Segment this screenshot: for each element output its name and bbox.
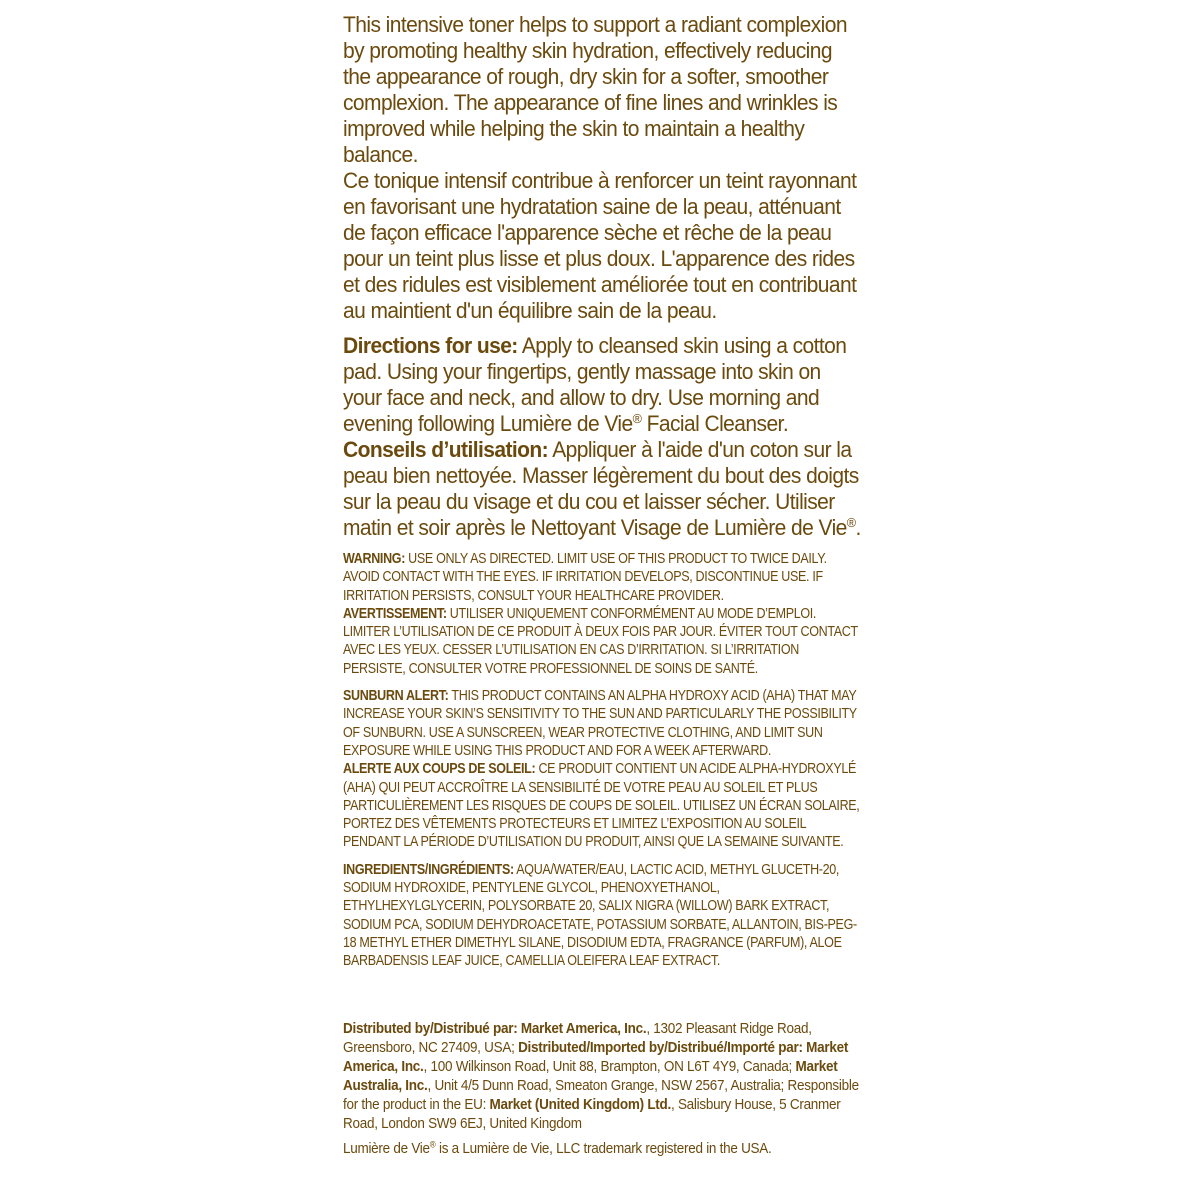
directions-en-text: Apply to cleansed skin using a cotton pad. Using your fingertips, gently massage into skin on your face and neck, and allow to dry. Use morning and evening following Lumière de Vie: [343, 333, 847, 436]
description-fr: Ce tonique intensif contribue à renforcer un teint rayonnant en favorisant une hydratation saine de la peau, atténuant de façon efficace l'apparence sèche et rêche de la peau pour un teint plus lisse et plus doux. L'apparence des rides et des ridules est visiblement améliorée tout en contribuant au maintient d'un équilibre sain de la peau.: [343, 168, 857, 323]
directions-fr-text: Appliquer à l'aide d'un coton sur la peau bien nettoyée. Masser légèrement du bout des doigts sur la peau du visage et du cou et laisser sécher. Utiliser matin et soir après le Nettoyant Visage de Lumière de Vie: [343, 437, 859, 540]
distributor-uk-label: Market (United Kingdom) Ltd.: [489, 1095, 671, 1113]
directions-en-text-end: Facial Cleanser.: [641, 411, 789, 436]
large-text-block: [343, 12, 863, 541]
ingredients-label: INGREDIENTS/INGRÉDIENTS:: [343, 860, 514, 878]
ingredients-text: AQUA/WATER/EAU, LACTIC ACID, METHYL GLUCETH-20, SODIUM HYDROXIDE, PENTYLENE GLYCOL, PHENOXYETHANOL, ETHYLHEXYLGLYCERIN, POLYSORBATE 20, SALIX NIGRA (WILLOW) BARK EXTRACT, SODIUM PCA, SODIUM DEHYDROACETATE, POTASSIUM SORBATE, ALLANTOIN, BIS-PEG-18 METHYL ETHER DIMETHYL SILANE, DISODIUM EDTA, FRAGRANCE (PARFUM), ALOE BARBADENSIS LEAF JUICE, CAMELLIA OLEIFERA LEAF EXTRACT.: [343, 860, 857, 970]
distributor-au-address: , Unit 4/5 Dunn Road, Smeaton Grange, NSW 2567, Australia; Responsible for the product in the EU:: [343, 1076, 859, 1113]
directions-en-label: Directions for use:: [343, 333, 518, 358]
warning-fr-text: UTILISER UNIQUEMENT CONFORMÉMENT AU MODE D’EMPLOI. LIMITER L’UTILISATION DE CE PRODUIT À DEUX FOIS PAR JOUR. ÉVITER TOUT CONTACT AVEC LES YEUX. CESSER L’UTILISATION EN CAS D’IRRITATION. SI L’IRRITATION PERSISTE, CONSULTER VOTRE PROFESSIONNEL DE SOINS DE SANTÉ.: [343, 604, 858, 677]
warning-fr: [343, 605, 861, 678]
sunburn-fr-label: ALERTE AUX COUPS DE SOLEIL:: [343, 760, 536, 778]
trademark-text: is a Lumière de Vie, LLC trademark registered in the USA.: [435, 1139, 772, 1157]
distributor-us-label: Distributed by/Distribué par: Market America, Inc.: [343, 1019, 647, 1037]
sunburn-en-text: THIS PRODUCT CONTAINS AN ALPHA HYDROXY ACID (AHA) THAT MAY INCREASE YOUR SKIN’S SENSITIVITY TO THE SUN AND PARTICULARLY THE POSSIBILITY OF SUNBURN. USE A SUNSCREEN, WEAR PROTECTIVE CLOTHING, AND LIMIT SUN EXPOSURE WHILE USING THIS PRODUCT AND FOR A WEEK AFTERWARD.: [343, 687, 857, 759]
registered-mark: ®: [632, 411, 642, 427]
distributor-au-label: Market Australia, Inc.: [343, 1057, 838, 1094]
distributor-ca-address: , 100 Wilkinson Road, Unit 88, Brampton, ON L6T 4Y9, Canada;: [423, 1057, 796, 1075]
warning-fr-label: AVERTISSEMENT:: [343, 604, 447, 622]
distributor-us-address: , 1302 Pleasant Ridge Road, Greensboro, NC 27409, USA;: [343, 1019, 812, 1056]
trademark-brand: Lumière de Vie: [343, 1139, 430, 1157]
distribution-info: [343, 1019, 865, 1133]
ingredients: [343, 861, 861, 971]
warning-en-label: WARNING:: [343, 550, 406, 567]
trademark-notice: [343, 1139, 865, 1158]
sunburn-fr-text: CE PRODUIT CONTIENT UN ACIDE ALPHA-HYDROXYLÉ (AHA) QUI PEUT ACCROÎTRE LA SENSIBILITÉ DE VOTRE PEAU AU SOLEIL ET PLUS PARTICULIÈREMENT LES RISQUES DE COUPS DE SOLEIL. UTILISEZ UN ÉCRAN SOLAIRE, PORTEZ DES VÊTEMENTS PROTECTEURS ET LIMITEZ L’EXPOSITION AU SOLEIL PENDANT LA PÉRIODE D’UTILISATION DU PRODUIT, AINSI QUE LA SEMAINE SUIVANTE.: [343, 760, 860, 851]
directions-fr: [343, 437, 863, 541]
distributor-uk-address: , Salisbury House, 5 Cranmer Road, London SW9 6EJ, United Kingdom: [343, 1095, 841, 1132]
product-label-text: [343, 12, 863, 1158]
directions-fr-text-end: .: [855, 515, 861, 540]
registered-mark: ®: [429, 1139, 436, 1150]
registered-mark: ®: [846, 515, 856, 531]
sunburn-en-label: SUNBURN ALERT:: [343, 687, 449, 705]
description-en: This intensive toner helps to support a radiant complexion by promoting healthy skin hydration, effectively reducing the appearance of rough, dry skin for a softer, smoother complexion. The appearance of fine lines and wrinkles is improved while helping the skin to maintain a healthy balance.: [343, 12, 848, 167]
warnings-block: [343, 550, 861, 971]
sunburn-fr: [343, 760, 861, 851]
directions-fr-label: Conseils d’utilisation:: [343, 437, 549, 462]
directions-en: [343, 333, 863, 437]
sunburn-en: [343, 687, 861, 760]
distribution-block: [343, 1019, 865, 1158]
warning-en: [343, 550, 861, 605]
warning-en-text: USE ONLY AS DIRECTED. LIMIT USE OF THIS PRODUCT TO TWICE DAILY. AVOID CONTACT WITH THE EYES. IF IRRITATION DEVELOPS, DISCONTINUE USE. IF IRRITATION PERSISTS, CONSULT YOUR HEALTHCARE PROVIDER.: [343, 550, 827, 604]
distributor-ca-label: Distributed/Imported by/Distribué/Importé par: Market America, Inc.: [343, 1038, 849, 1075]
